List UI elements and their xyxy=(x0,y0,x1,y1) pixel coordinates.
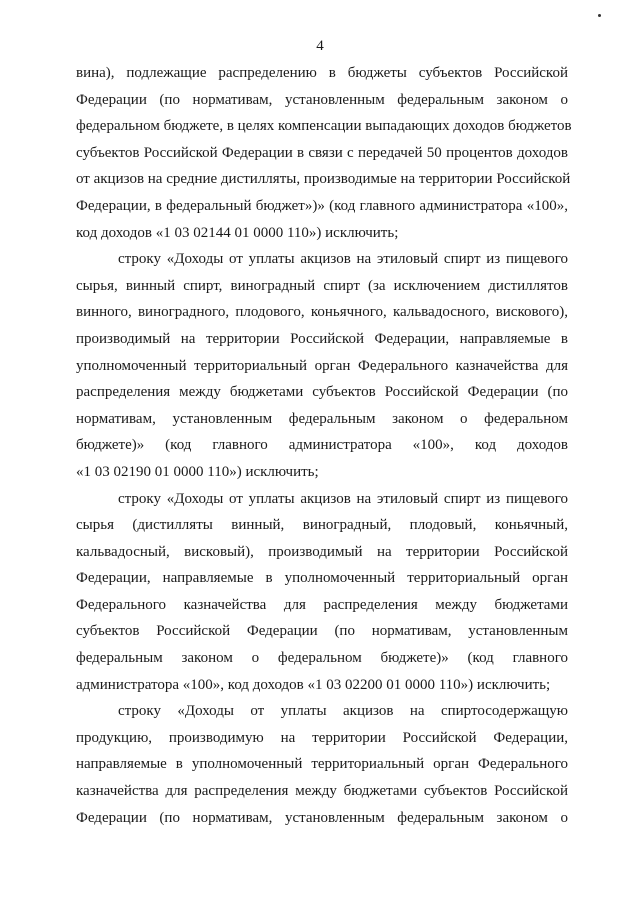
text-line: кальвадосный, висковый), производимый на территории Российской xyxy=(76,543,568,560)
text-line: сырья (дистилляты винный, виноградный, плодовый, коньячный, xyxy=(76,517,568,534)
text-line: сырья, винный спирт, виноградный спирт (за исключением дистиллятов xyxy=(76,277,568,294)
text-line: строку «Доходы от уплаты акцизов на этиловый спирт из пищевого xyxy=(118,251,568,268)
text-line: «1 03 02190 01 0000 110») исключить; xyxy=(76,463,319,480)
text-line: распределения между бюджетами субъектов Российской Федерации (по xyxy=(76,384,568,401)
text-line: Федерации (по нормативам, установленным федеральным законом о xyxy=(76,809,568,826)
text-line: субъектов Российской Федерации в связи с передачей 50 процентов доходов xyxy=(76,144,568,161)
text-line: направляемые в уполномоченный территориальный орган Федерального xyxy=(76,756,568,773)
text-line: от акцизов на средние дистилляты, производимые на территории Российской xyxy=(76,171,571,188)
text-line: нормативам, установленным федеральным законом о федеральном xyxy=(76,410,568,427)
text-line: Федерации (по нормативам, установленным федеральным законом о xyxy=(76,91,568,108)
text-line: казначейства для распределения между бюджетами субъектов Российской xyxy=(76,783,568,800)
text-line: федеральным законом о федеральном бюджете)» (код главного xyxy=(76,650,568,667)
page-number: 4 xyxy=(316,38,324,54)
text-line: Федерации, в федеральный бюджет»)» (код главного администратора «100», xyxy=(76,197,568,214)
text-line: винного, виноградного, плодового, коньячного, кальвадосного, вискового), xyxy=(76,304,568,321)
document-body xyxy=(76,60,572,831)
text-line: Федерации, направляемые в уполномоченный территориальный орган xyxy=(76,570,568,587)
text-line: код доходов «1 03 02144 01 0000 110») исключить; xyxy=(76,224,399,241)
text-line: Федерального казначейства для распределения между бюджетами xyxy=(76,596,568,613)
scan-dot xyxy=(598,14,601,17)
text-line: субъектов Российской Федерации (по нормативам, установленным xyxy=(76,623,568,640)
text-line: администратора «100», код доходов «1 03 02200 01 0000 110») исключить; xyxy=(76,676,551,693)
text-line: строку «Доходы от уплаты акцизов на этиловый спирт из пищевого xyxy=(118,490,568,507)
text-line: бюджете)» (код главного администратора «100», код доходов xyxy=(76,437,568,454)
text-line: строку «Доходы от уплаты акцизов на спиртосодержащую xyxy=(118,703,568,720)
text-line: уполномоченный территориальный орган Федерального казначейства для xyxy=(76,357,568,374)
text-line: продукцию, производимую на территории Российской Федерации, xyxy=(76,729,568,746)
text-line: вина), подлежащие распределению в бюджеты субъектов Российской xyxy=(76,65,568,81)
text-line: федеральном бюджете, в целях компенсации выпадающих доходов бюджетов xyxy=(76,118,572,135)
text-line: производимый на территории Российской Федерации, направляемые в xyxy=(76,330,568,347)
